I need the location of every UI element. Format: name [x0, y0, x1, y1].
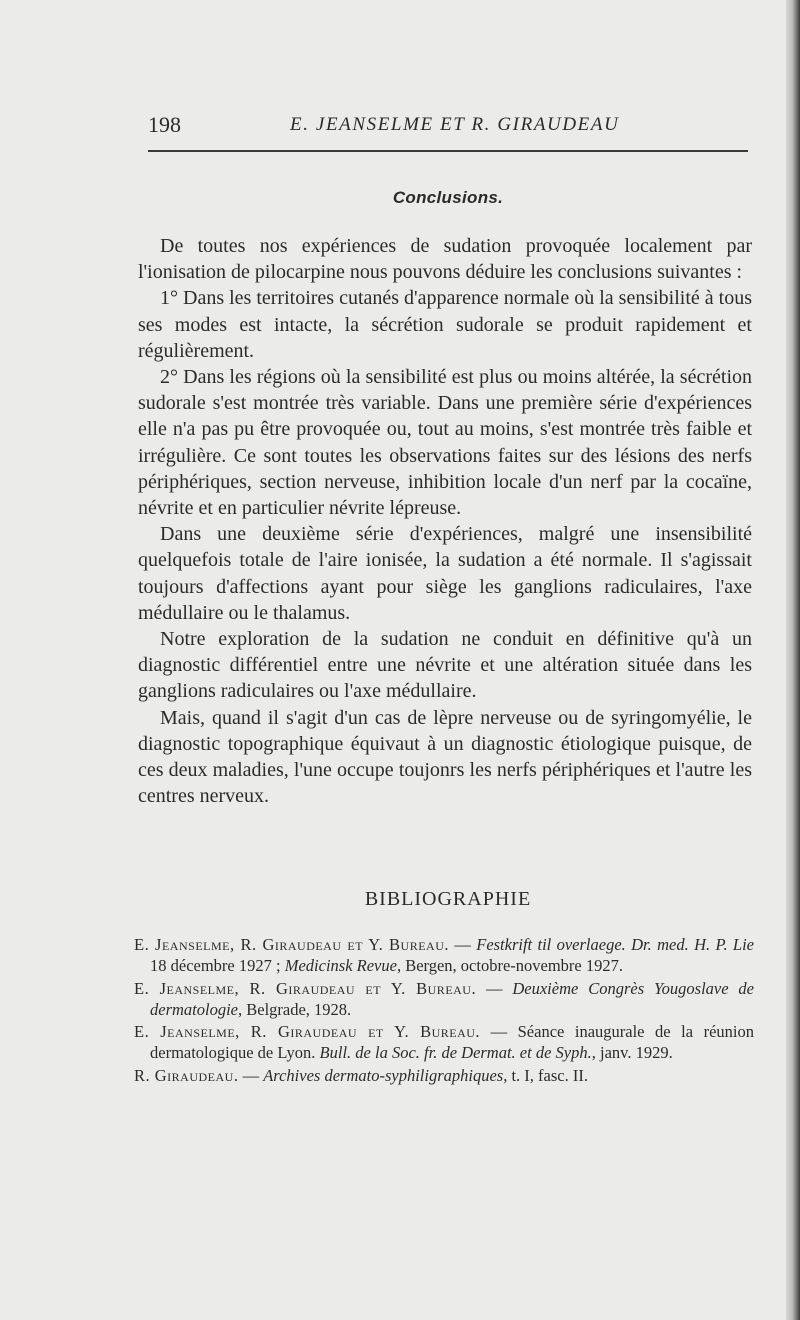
- paragraph: 2° Dans les régions où la sensibilité est plus ou moins altérée, la sécrétion sudorale s'est montrée très variable. Dans une première série d'expériences elle n'a pas pu être provoquée ou, tout au moins, s'est montrée très faible et irrégulière. Ce sont toutes les observations faites sur des lésions des nerfs périphériques, section nerveuse, inhibition locale d'un nerf par la cocaïne, névrite et en particulier névrite lépreuse.: [138, 366, 752, 520]
- page-binding-edge: [786, 0, 800, 1320]
- bib-title-italic: Festkrift til overlaege. Dr. med. H. P. Lie: [476, 935, 755, 954]
- page-header: [148, 112, 752, 146]
- bib-details-2: , janv. 1929.: [591, 1043, 673, 1063]
- bibliography-entry: [134, 978, 754, 1021]
- bib-authors: E. Jeanselme, R. Giraudeau et Y. Bureau.: [134, 935, 450, 954]
- page-number: 198: [148, 112, 181, 137]
- bib-separator: —: [449, 935, 477, 954]
- paragraph: Mais, quand il s'agit d'un cas de lèpre nerveuse ou de syringomyélie, le diagnostic topographique équivaut à un diagnostic étiologique puisque, de ces deux maladies, l'une occupe toujonrs les nerfs périphériques et l'autre les centres nerveux.: [138, 706, 752, 808]
- paragraph: Notre exploration de la sudation ne conduit en définitive qu'à un diagnostic différentiel entre une névrite et une altération située dans les ganglions radiculaires ou l'axe médullaire.: [138, 628, 752, 703]
- bib-separator: —: [238, 1065, 264, 1085]
- running-head: E. JEANSELME ET R. GIRAUDEAU: [290, 114, 620, 135]
- bib-authors: R. Giraudeau.: [134, 1065, 239, 1085]
- bib-title-italic: Archives dermato-syphiligraphiques: [263, 1065, 504, 1085]
- bib-details: , Belgrade, 1928.: [238, 999, 352, 1019]
- bib-journal-italic: Bull. de la Soc. fr. de Dermat. et de Syph.: [319, 1043, 592, 1063]
- paragraph: Dans une deuxième série d'expériences, malgré une insensibilité quelquefois totale de l'aire ionisée, la sudation a été normale. Il s'agissait toujours d'affections ayant pour siège les ganglions radiculaires, l'axe médullaire ou le thalamus.: [138, 523, 752, 624]
- paragraph: 1° Dans les territoires cutanés d'apparence normale où la sensibilité à tous ses modes est intacte, la sécrétion sudorale se produit rapidement et régulièrement.: [138, 287, 752, 362]
- bib-details: Séance inaugurale de la réunion dermatologique de Lyon.: [150, 1022, 754, 1063]
- paragraph: De toutes nos expériences de sudation provoquée localement par l'ionisation de pilocarpine nous pouvons déduire les conclusions suivantes :: [138, 235, 752, 284]
- bibliography-entry: [134, 934, 754, 977]
- section-title: Conclusions.: [392, 188, 504, 207]
- bib-details: , t. I, fasc. II.: [503, 1065, 588, 1085]
- header-rule: [148, 150, 748, 152]
- bib-details: 18 décembre 1927 ;: [150, 956, 285, 976]
- bibliography-entry: [134, 1065, 754, 1086]
- bib-separator: —: [480, 1022, 518, 1042]
- bibliography-list: [134, 934, 754, 1087]
- bibliography-entry: [134, 1021, 754, 1064]
- bibliography-title: BIBLIOGRAPHIE: [364, 888, 532, 910]
- bib-journal-italic: Medicinsk Revue: [284, 956, 397, 976]
- bib-details-2: , Bergen, octobre-novembre 1927.: [396, 956, 623, 976]
- bib-title-italic: Deuxième Congrès Yougoslave de dermatologie: [150, 978, 754, 1019]
- body-text: [138, 233, 752, 809]
- bib-separator: —: [476, 978, 513, 998]
- bib-authors: E. Jeanselme, R. Giraudeau et Y. Bureau.: [134, 1022, 481, 1042]
- bib-authors: E. Jeanselme, R. Giraudeau et Y. Bureau.: [134, 978, 477, 998]
